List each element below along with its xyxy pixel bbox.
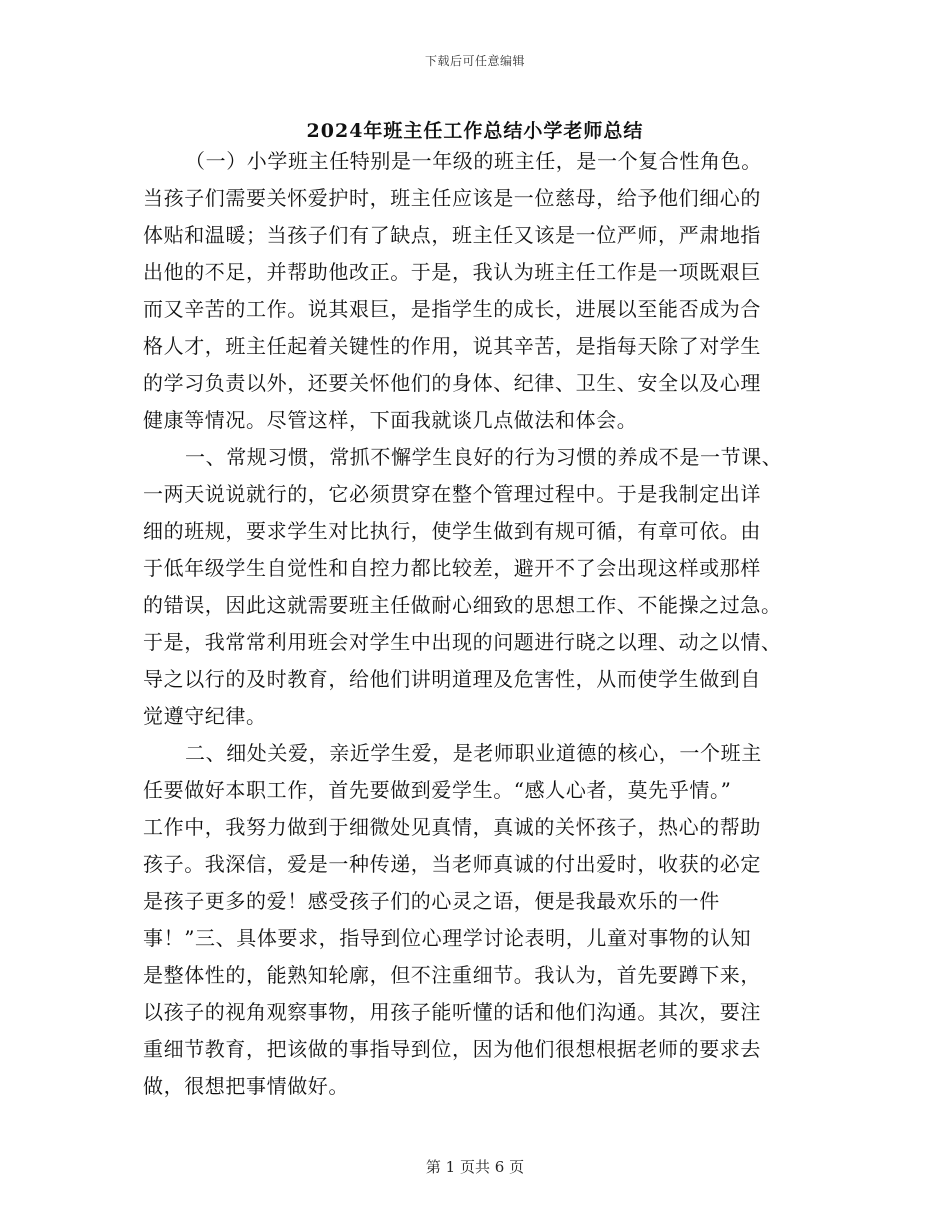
text-line: 而又辛苦的工作。说其艰巨，是指学生的成长，进展以至能否成为合 [143, 297, 761, 321]
text-line: 事！”三、具体要求，指导到位心理学讨论表明，儿童对事物的认知 [143, 926, 752, 950]
text-line: 的学习负责以外，还要关怀他们的身体、纪律、卫生、安全以及心理 [143, 371, 761, 395]
text-line: 导之以行的及时教育，给他们讲明道理及危害性，从而使学生做到自 [143, 667, 761, 691]
text-line: 当孩子们需要关怀爱护时，班主任应该是一位慈母，给予他们细心的 [143, 186, 761, 210]
text-line: 工作中，我努力做到于细微处见真情，真诚的关怀孩子，热心的帮助 [143, 815, 761, 839]
text-line: （一）小学班主任特别是一年级的班主任，是一个复合性角色。 [185, 149, 762, 173]
text-line: 体贴和温暖；当孩子们有了缺点，班主任又该是一位严师，严肃地指 [143, 223, 761, 247]
header-note: 下载后可任意编辑 [424, 54, 525, 68]
text-line: 一、常规习惯，常抓不懈学生良好的行为习惯的养成不是一节课、 [185, 445, 783, 469]
text-line: 孩子。我深信，爱是一种传递，当老师真诚的付出爱时，收获的必定 [143, 852, 761, 876]
text-line: 细的班规，要求学生对比执行，使学生做到有规可循，有章可依。由 [143, 519, 761, 543]
text-line: 任要做好本职工作，首先要做到爱学生。“感人心者，莫先乎情。” [143, 778, 732, 802]
text-line: 是整体性的，能熟知轮廓，但不注重细节。我认为，首先要蹲下来， [143, 963, 761, 987]
text-line: 二、细处关爱，亲近学生爱，是老师职业道德的核心，一个班主 [185, 741, 762, 765]
text-line: 重细节教育，把该做的事指导到位，因为他们很想根据老师的要求去 [143, 1037, 761, 1061]
text-line: 以孩子的视角观察事物，用孩子能听懂的话和他们沟通。其次，要注 [143, 1000, 761, 1024]
text-line: 格人才，班主任起着关键性的作用，说其辛苦，是指每天除了对学生 [143, 334, 761, 358]
text-line: 的错误，因此这就需要班主任做耐心细致的思想工作、不能操之过急。 [143, 593, 782, 617]
text-line: 做，很想把事情做好。 [143, 1074, 349, 1098]
text-line: 健康等情况。尽管这样，下面我就谈几点做法和体会。 [143, 408, 638, 432]
text-line: 是孩子更多的爱！感受孩子们的心灵之语，便是我最欢乐的一件 [143, 889, 720, 913]
text-line: 出他的不足，并帮助他改正。于是，我认为班主任工作是一项既艰巨 [143, 260, 761, 284]
text-line: 于低年级学生自觉性和自控力都比较差，避开不了会出现这样或那样 [143, 556, 761, 580]
document-title: 2024年班主任工作总结小学老师总结 [306, 120, 644, 142]
document-body [143, 143, 811, 1105]
text-line: 觉遵守纪律。 [143, 704, 267, 728]
text-line: 于是，我常常利用班会对学生中出现的问题进行晓之以理、动之以情、 [143, 630, 782, 654]
text-line: 一两天说说就行的，它必须贯穿在整个管理过程中。于是我制定出详 [143, 482, 761, 506]
page-number-footer: 第 1 页共 6 页 [425, 1158, 525, 1176]
